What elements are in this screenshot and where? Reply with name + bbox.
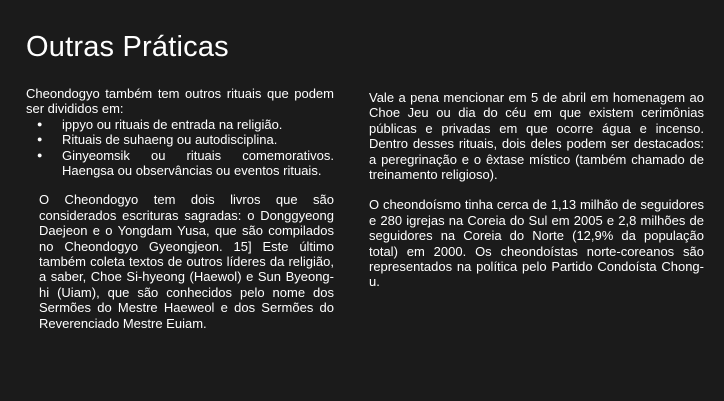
left-column bbox=[26, 86, 334, 331]
ritual-bullet-list bbox=[26, 117, 334, 179]
april-ritual-paragraph: Vale a pena mencionar em 5 de abril em homenagem ao Choe Jeu ou dia do céu em que existem cerimônias públicas e privadas em que ocorre água e incenso. Dentro desses rituais, dois deles podem ser destacados: a peregrinação e o êxtase místico (também chamado de treinamento religioso). bbox=[369, 90, 704, 183]
bullet-item: ● ippyo ou rituais de entrada na religião. bbox=[62, 117, 334, 132]
slide-title: Outras Práticas bbox=[26, 31, 229, 63]
left-intro-text: Cheondogyo também tem outros rituais que podem ser divididos em: bbox=[26, 86, 334, 117]
bullet-item: ● Ginyeomsik ou rituais comemorativos. Haengsa ou observâncias ou eventos rituais. bbox=[62, 148, 334, 179]
books-paragraph: O Cheondogyo tem dois livros que são considerados escrituras sagradas: o Donggyeong Daejeon e o Yongdam Yusa, que são compilados no Cheondogyo Gyeongjeon. 15] Este último também coleta textos de outros líderes da religião, a saber, Choe Si-hyeong (Haewol) e Sun Byeong-hi (Uiam), que são conhecidos pelo nome dos Sermões do Mestre Haeweol e dos Sermões do Reverenciado Mestre Euiam. bbox=[39, 192, 334, 331]
followers-paragraph: O cheondoísmo tinha cerca de 1,13 milhão de seguidores e 280 igrejas na Coreia do Sul em 2005 e 2,8 milhões de seguidores na Coreia do Norte (12,9% da população total) em 2000. Os cheondoístas norte-coreanos são representados na política pelo Partido Condoísta Chong-u. bbox=[369, 197, 704, 290]
right-column bbox=[369, 90, 704, 290]
bullet-item: ● Rituais de suhaeng ou autodisciplina. bbox=[62, 132, 334, 147]
